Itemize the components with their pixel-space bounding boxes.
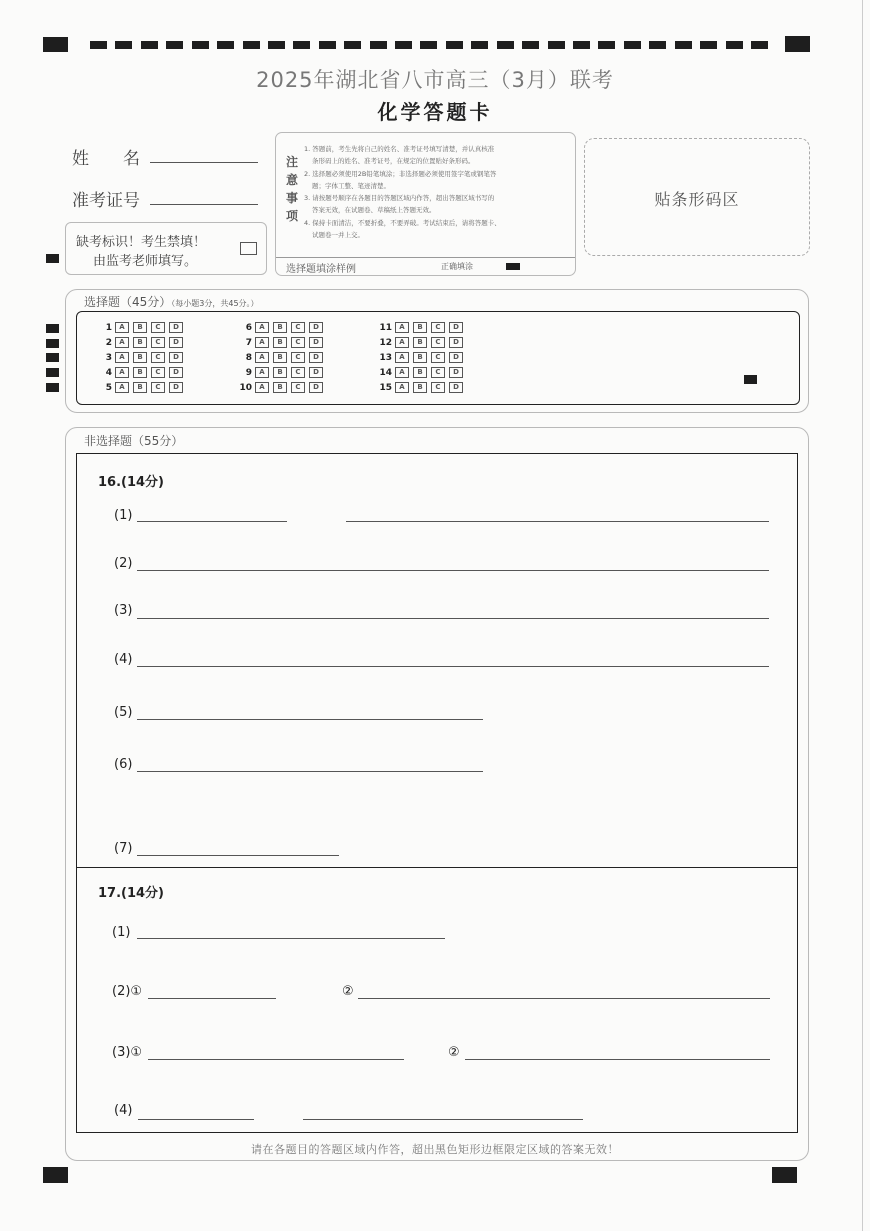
- name-field[interactable]: [150, 162, 258, 163]
- q16-part2-label: (2): [114, 556, 133, 571]
- option-bubble-b[interactable]: B: [133, 337, 147, 348]
- timing-mark-r4: [46, 368, 59, 377]
- choice-question-13: [376, 352, 467, 363]
- q17-part1-blank[interactable]: [137, 938, 445, 939]
- option-bubble-a[interactable]: A: [255, 337, 269, 348]
- timing-mark-choice-right: [744, 375, 757, 384]
- registration-mark-bottom-right: [772, 1167, 797, 1183]
- option-bubble-c[interactable]: C: [291, 322, 305, 333]
- option-bubble-d[interactable]: D: [309, 337, 323, 348]
- option-bubble-c[interactable]: C: [291, 337, 305, 348]
- option-bubble-a[interactable]: A: [255, 382, 269, 393]
- option-bubble-c[interactable]: C: [291, 367, 305, 378]
- timing-strip: [90, 41, 768, 49]
- q16-part3-blank[interactable]: [137, 618, 769, 619]
- q16-part5-label: (5): [114, 705, 133, 720]
- option-bubble-b[interactable]: B: [273, 322, 287, 333]
- q16-part2-blank[interactable]: [137, 570, 769, 571]
- option-bubble-b[interactable]: B: [133, 367, 147, 378]
- exam-title: 2025年湖北省八市高三（3月）联考: [256, 68, 614, 92]
- page-edge-line: [862, 0, 863, 1231]
- option-bubble-c[interactable]: C: [431, 322, 445, 333]
- notice-text: 1. 答题前，考生先将自己的姓名、准考证号填写清楚，并认真核准 条形码上的姓名、准考证号，在规定的位置贴好条形码。 2. 选择题必须使用2B铅笔填涂；非选择题必须使用签字笔或钢笔答 题；字体工整、笔迹清楚。 3. 请按题号顺序在各题目的答题区域内作答，超出答题区域书写的 答案无效，在试题卷、草稿纸上答题无效。 4. 保持卡面清洁，不要折叠，不要弄破。考试结束后，请将答题卡、 试题卷一并上交。: [304, 145, 501, 240]
- option-bubble-b[interactable]: B: [413, 337, 427, 348]
- choice-note: （每小题3分，共45分。）: [171, 299, 259, 308]
- option-bubble-d[interactable]: D: [449, 352, 463, 363]
- choice-question-4: [96, 367, 187, 378]
- q16-q17-divider: [76, 867, 798, 868]
- q17-part4-blank-b[interactable]: [303, 1119, 583, 1120]
- exam-id-field[interactable]: [150, 204, 258, 205]
- option-bubble-c[interactable]: C: [151, 382, 165, 393]
- choice-question-15: [376, 382, 467, 393]
- option-bubble-a[interactable]: A: [395, 337, 409, 348]
- timing-mark-r5: [46, 383, 59, 392]
- q17-part2-blank-a[interactable]: [148, 998, 276, 999]
- choice-question-3: [96, 352, 187, 363]
- option-bubble-c[interactable]: C: [431, 352, 445, 363]
- question-number: 3: [105, 352, 112, 363]
- option-bubble-a[interactable]: A: [395, 382, 409, 393]
- choice-question-11: [376, 322, 467, 333]
- choice-question-1: [96, 322, 187, 333]
- option-bubble-d[interactable]: D: [169, 337, 183, 348]
- option-bubble-c[interactable]: C: [431, 382, 445, 393]
- correct-fill-sample: [506, 263, 520, 270]
- option-bubble-b[interactable]: B: [273, 352, 287, 363]
- option-bubble-c[interactable]: C: [291, 352, 305, 363]
- question-number: 15: [379, 382, 392, 393]
- name-label: 姓 名: [72, 149, 140, 169]
- q17-part2-label-a: (2)①: [112, 984, 143, 999]
- option-bubble-b[interactable]: B: [133, 382, 147, 393]
- option-bubble-a[interactable]: A: [255, 367, 269, 378]
- choice-question-9: [236, 367, 327, 378]
- choice-question-5: [96, 382, 187, 393]
- choice-question-12: [376, 337, 467, 348]
- option-bubble-d[interactable]: D: [169, 352, 183, 363]
- option-bubble-c[interactable]: C: [151, 352, 165, 363]
- q16-part1-blank-b[interactable]: [346, 521, 769, 522]
- option-bubble-c[interactable]: C: [431, 337, 445, 348]
- q16-part1-blank-a[interactable]: [137, 521, 287, 522]
- q16-part1-label: (1): [114, 508, 133, 523]
- option-bubble-b[interactable]: B: [273, 367, 287, 378]
- option-bubble-c[interactable]: C: [291, 382, 305, 393]
- q16-part4-blank[interactable]: [137, 666, 769, 667]
- q17-part2-blank-b[interactable]: [358, 998, 770, 999]
- barcode-area: [584, 138, 810, 256]
- timing-mark-left: [46, 254, 59, 263]
- absent-text-2: 由监考老师填写。: [93, 254, 198, 269]
- q17-part3-blank-b[interactable]: [465, 1059, 770, 1060]
- notice-box: [275, 132, 576, 276]
- registration-mark-bottom-left: [43, 1167, 68, 1183]
- option-bubble-a[interactable]: A: [255, 352, 269, 363]
- notice-title: 注 意 事 项: [285, 155, 298, 223]
- q16-part4-label: (4): [114, 652, 133, 667]
- option-bubble-d[interactable]: D: [309, 352, 323, 363]
- q17-part4-label: (4): [114, 1103, 133, 1118]
- choice-question-7: [236, 337, 327, 348]
- fill-sample-label: 选择题填涂样例: [286, 264, 356, 275]
- question-number: 5: [105, 382, 112, 393]
- choice-question-10: [236, 382, 327, 393]
- q16-part6-label: (6): [114, 757, 133, 772]
- choice-question-6: [236, 322, 327, 333]
- question-number: 4: [105, 367, 112, 378]
- timing-mark-r2: [46, 339, 59, 348]
- question-number: 6: [245, 322, 252, 333]
- card-subtitle: 化学答题卡: [377, 100, 493, 124]
- question-number: 12: [379, 337, 392, 348]
- question-number: 2: [105, 337, 112, 348]
- choice-question-14: [376, 367, 467, 378]
- absent-checkbox[interactable]: [240, 242, 257, 255]
- q16-part7-label: (7): [114, 841, 133, 856]
- option-bubble-d[interactable]: D: [309, 367, 323, 378]
- option-bubble-c[interactable]: C: [151, 322, 165, 333]
- question-number: 14: [379, 367, 392, 378]
- option-bubble-d[interactable]: D: [309, 382, 323, 393]
- option-bubble-b[interactable]: B: [273, 337, 287, 348]
- q16-part7-blank[interactable]: [137, 855, 339, 856]
- option-bubble-d[interactable]: D: [449, 337, 463, 348]
- option-bubble-c[interactable]: C: [151, 337, 165, 348]
- option-bubble-a[interactable]: A: [255, 322, 269, 333]
- barcode-label: 贴条形码区: [654, 190, 740, 209]
- option-bubble-b[interactable]: B: [133, 352, 147, 363]
- option-bubble-b[interactable]: B: [273, 382, 287, 393]
- registration-mark-top-left: [43, 37, 68, 52]
- option-bubble-b[interactable]: B: [413, 352, 427, 363]
- choice-question-2: [96, 337, 187, 348]
- q17-part1-label: (1): [112, 925, 131, 940]
- option-bubble-c[interactable]: C: [151, 367, 165, 378]
- option-bubble-a[interactable]: A: [115, 367, 129, 378]
- nonchoice-title: 非选择题（55分）: [84, 434, 184, 448]
- q17-part2-label-b: ②: [342, 984, 354, 999]
- q16-title: 16.(14分): [98, 475, 165, 490]
- option-bubble-b[interactable]: B: [413, 322, 427, 333]
- option-bubble-d[interactable]: D: [169, 382, 183, 393]
- q17-part3-label-b: ②: [448, 1045, 460, 1060]
- footer-warning: 请在各题目的答题区域内作答，超出黑色矩形边框限定区域的答案无效！: [251, 1143, 619, 1156]
- option-bubble-a[interactable]: A: [115, 352, 129, 363]
- q16-part6-blank[interactable]: [137, 771, 483, 772]
- q16-part3-label: (3): [114, 603, 133, 618]
- question-number: 13: [379, 352, 392, 363]
- option-bubble-a[interactable]: A: [115, 322, 129, 333]
- question-number: 8: [245, 352, 252, 363]
- q17-part3-label-a: (3)①: [112, 1045, 143, 1060]
- option-bubble-d[interactable]: D: [449, 367, 463, 378]
- option-bubble-d[interactable]: D: [449, 382, 463, 393]
- exam-id-label: 准考证号: [72, 191, 140, 211]
- q16-part5-blank[interactable]: [137, 719, 483, 720]
- question-number: 1: [105, 322, 112, 333]
- option-bubble-d[interactable]: D: [449, 322, 463, 333]
- question-number: 10: [239, 382, 252, 393]
- q17-part4-blank-a[interactable]: [138, 1119, 254, 1120]
- notice-divider: [276, 257, 575, 258]
- question-number: 7: [245, 337, 252, 348]
- timing-mark-r1: [46, 324, 59, 333]
- option-bubble-a[interactable]: A: [395, 367, 409, 378]
- absent-text-1: 缺考标识！考生禁填！: [76, 235, 207, 250]
- option-bubble-d[interactable]: D: [309, 322, 323, 333]
- question-number: 9: [245, 367, 252, 378]
- option-bubble-c[interactable]: C: [431, 367, 445, 378]
- timing-mark-r3: [46, 353, 59, 362]
- option-bubble-d[interactable]: D: [169, 322, 183, 333]
- option-bubble-a[interactable]: A: [395, 352, 409, 363]
- option-bubble-a[interactable]: A: [115, 337, 129, 348]
- option-bubble-b[interactable]: B: [413, 367, 427, 378]
- q17-title: 17.(14分): [98, 886, 165, 901]
- option-bubble-a[interactable]: A: [395, 322, 409, 333]
- option-bubble-b[interactable]: B: [133, 322, 147, 333]
- registration-mark-top-right: [785, 36, 810, 52]
- option-bubble-a[interactable]: A: [115, 382, 129, 393]
- choice-title-text: 选择题（45分）: [84, 295, 172, 309]
- q17-part3-blank-a[interactable]: [148, 1059, 404, 1060]
- choice-question-8: [236, 352, 327, 363]
- question-number: 11: [379, 322, 392, 333]
- answer-frame: [76, 453, 798, 1133]
- correct-fill-label: 正确填涂: [441, 262, 473, 271]
- absent-box: [65, 222, 267, 275]
- choice-title: [84, 293, 259, 310]
- option-bubble-b[interactable]: B: [413, 382, 427, 393]
- option-bubble-d[interactable]: D: [169, 367, 183, 378]
